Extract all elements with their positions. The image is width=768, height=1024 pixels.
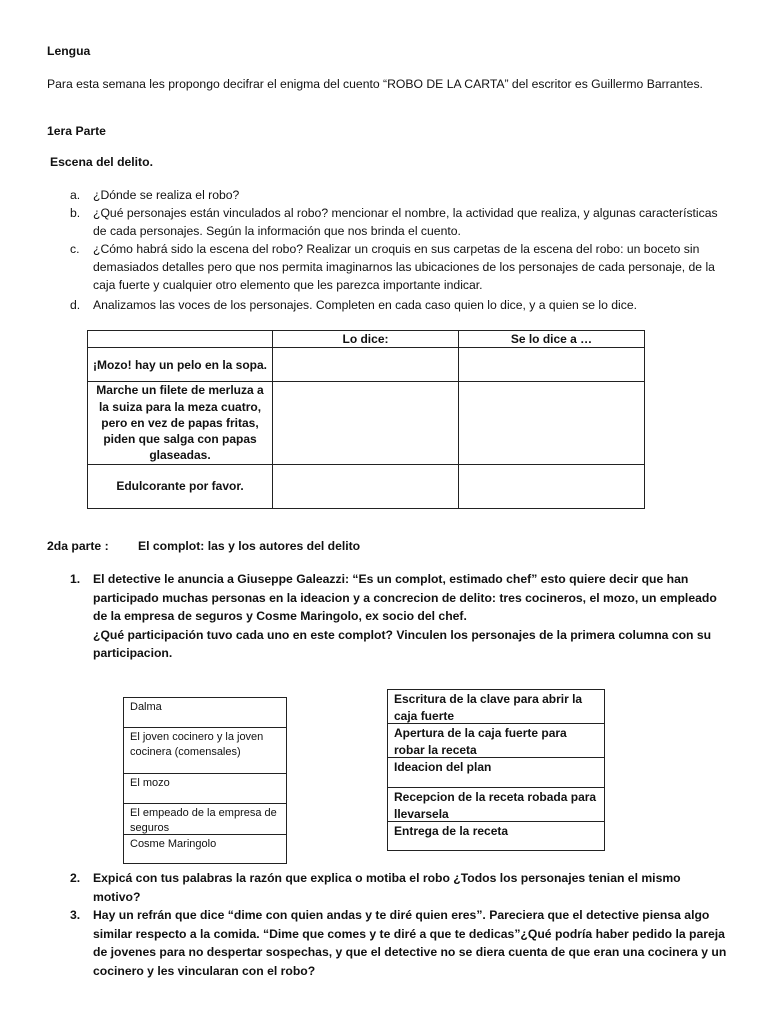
character-item[interactable]: El mozo: [124, 774, 286, 804]
question-marker: 3.: [70, 908, 81, 922]
to-whom-cell[interactable]: [459, 382, 645, 464]
part1-subtitle: Escena del delito.: [50, 155, 153, 169]
table-row: [88, 382, 645, 464]
question-marker: 2.: [70, 871, 81, 885]
question-a: [47, 186, 727, 204]
role-item[interactable]: Ideacion del plan: [388, 758, 604, 788]
part2-title: 2da parte :: [47, 539, 109, 553]
to-whom-cell[interactable]: [459, 464, 645, 508]
characters-column: [123, 697, 287, 864]
question-2: [47, 869, 727, 906]
question-marker: a.: [70, 188, 81, 202]
question-text: ¿Dónde se realiza el robo?: [93, 188, 240, 202]
role-item[interactable]: Apertura de la caja fuerte para robar la receta: [388, 724, 604, 758]
character-item[interactable]: El empeado de la empresa de seguros: [124, 804, 286, 835]
question-marker: d.: [70, 298, 81, 312]
character-item[interactable]: Cosme Maringolo: [130, 838, 217, 850]
who-says-cell[interactable]: [273, 382, 459, 464]
question-marker: c.: [70, 242, 80, 256]
table-header-who-says: Lo dice:: [273, 331, 459, 348]
question-b: [47, 204, 727, 240]
question-marker: b.: [70, 206, 81, 220]
question-marker: 1.: [70, 572, 81, 586]
quote-cell: Edulcorante por favor.: [88, 464, 273, 508]
table-header-row: [88, 331, 645, 348]
question-text: Analizamos las voces de los personajes. Completen en cada caso quien lo dice, y a quien se lo dice.: [93, 298, 638, 312]
character-item[interactable]: El joven cocinero y la joven cocinera (comensales): [124, 728, 286, 774]
subject-heading: Lengua: [47, 44, 91, 58]
question-3: [47, 906, 727, 980]
question-text: ¿Qué personajes están vinculados al robo? mencionar el nombre, la actividad que realiza, y algunas características de cada personajes. Según la información que nos brinda el cuento.: [93, 206, 718, 238]
part2-questions-2-3: [47, 869, 727, 980]
question-1: [47, 570, 727, 663]
quote-cell: Marche un filete de merluza a la suiza para la meza cuatro, pero en vez de papas fritas, piden que salga con papas glaseadas.: [88, 382, 273, 464]
character-item[interactable]: Dalma: [124, 698, 286, 728]
who-says-cell[interactable]: [273, 348, 459, 382]
question-d: [47, 296, 727, 314]
table-header-to-whom: Se lo dice a …: [459, 331, 645, 348]
part1-title: 1era Parte: [47, 124, 106, 138]
role-item[interactable]: Escritura de la clave para abrir la caja fuerte: [388, 690, 604, 724]
question-c: [47, 240, 727, 294]
part2-subtitle: El complot: las y los autores del delito: [138, 539, 361, 553]
roles-column: [387, 689, 605, 851]
question-prompt: ¿Qué participación tuvo cada uno en este complot? Vinculen los personajes de la primera columna con su participacion.: [93, 627, 712, 660]
table-row: [88, 348, 645, 382]
question-text: Hay un refrán que dice “dime con quien andas y te diré quien eres”. Pareciera que el detective piensa algo similar respecto a la comida. “Dime que comes y te diré a que te dedicas”¿Qué podría haber pedido la pareja de jovenes para no despertar sospechas, y que el detective no se diera cuenta de que eran una cocinera y un cocinero y les vincularan con el robo?: [93, 908, 727, 978]
question-text: ¿Cómo habrá sido la escena del robo? Realizar un croquis en sus carpetas de la escena del robo: un boceto sin demasiados detalles pero que nos permita imaginarnos las ubicaciones de los personajes de cada personaje, de la caja fuerte y cualquier otro elemento que les parezca importante indicar.: [93, 242, 715, 292]
table-row: [88, 464, 645, 508]
quote-cell: ¡Mozo! hay un pelo en la sopa.: [88, 348, 273, 382]
role-item[interactable]: Recepcion de la receta robada para llevarsela: [388, 788, 604, 822]
part1-question-list: [47, 186, 727, 314]
part2-question-1: [47, 570, 727, 663]
intro-paragraph: Para esta semana les propongo decifrar el enigma del cuento “ROBO DE LA CARTA” del escritor es Guillermo Barrantes.: [47, 77, 703, 91]
table-header-empty: [88, 331, 273, 348]
to-whom-cell[interactable]: [459, 348, 645, 382]
role-item[interactable]: Entrega de la receta: [394, 824, 509, 838]
voices-table: [87, 330, 645, 509]
question-text: Expicá con tus palabras la razón que explica o motiba el robo ¿Todos los personajes tenian el mismo motivo?: [93, 871, 681, 904]
who-says-cell[interactable]: [273, 464, 459, 508]
question-text: El detective le anuncia a Giuseppe Galeazzi: “Es un complot, estimado chef” esto quiere decir que han participado muchas personas en la ideacion y a concrecion de delito: tres cocineros, el mozo, un empleado de la empresa de seguros y Cosme Maringolo, ex socio del chef.: [93, 572, 717, 623]
